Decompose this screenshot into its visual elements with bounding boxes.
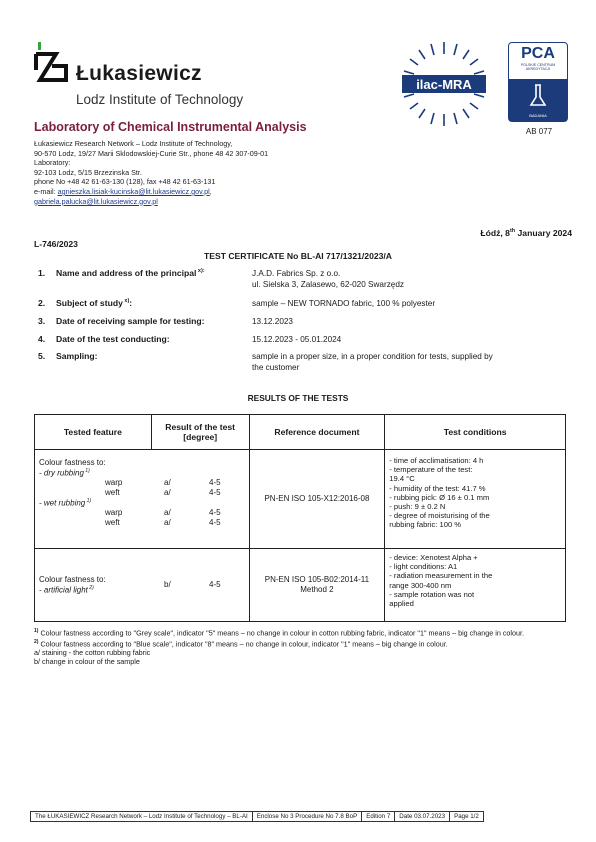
ilac-mra-text: ilac-MRA <box>416 77 472 92</box>
grade-value: 4-5 <box>209 518 221 527</box>
item-label-text: Name and address of the principal <box>56 268 197 278</box>
grade-value: 4-5 <box>209 580 221 589</box>
footer-date: Date 03.07.2023 <box>395 812 450 821</box>
item-label-suffix: : <box>129 298 133 308</box>
address-line: Łukasiewicz Research Network – Lodz Institute of Technology, <box>34 139 233 148</box>
footnote-1 <box>34 627 566 638</box>
logo-subtitle: Lodz Institute of Technology <box>76 92 244 107</box>
grade-prefix: a/ <box>164 508 171 517</box>
results-title: RESULTS OF THE TESTS <box>247 393 349 403</box>
table-row <box>35 450 566 549</box>
warp-label: warp <box>105 478 123 487</box>
footnote-2 <box>34 638 566 649</box>
dry-rubbing-text: - dry rubbing <box>39 468 84 478</box>
test-tube-icon <box>528 83 548 109</box>
footnote-text: Colour fastness according to "Blue scale", indicator "8" means – no change in colour, indicator "1" means – big change in colour. <box>38 638 448 648</box>
condition-line: - device: Xenotest Alpha + <box>389 553 478 562</box>
results-table <box>34 414 566 622</box>
place-date <box>480 228 572 238</box>
email-link-1[interactable]: agnieszka.lisiak-kucinska@lit.lukasiewicz.gov.pl <box>57 186 210 196</box>
item-number: 3. <box>38 316 46 326</box>
pca-badania: BADANIA <box>529 113 547 118</box>
item-value: 15.12.2023 - 05.01.2024 <box>252 335 342 344</box>
column-header: Tested feature <box>35 415 152 450</box>
pca-small-2: AKREDYTACJI <box>525 67 551 71</box>
footnote-mark: 1) <box>34 628 39 634</box>
item-label: Sampling: <box>56 351 98 361</box>
conditions-cell <box>385 450 566 549</box>
light-feature-cell <box>35 549 250 622</box>
address-line: 90-570 Lodz, 19/27 Marii Sklodowskiej-Curie Str., phone 48 42 307-09-01 <box>34 148 269 158</box>
condition-line: - temperature of the test: <box>389 465 473 475</box>
email-link-2[interactable]: gabriela.palucka@lit.lukasiewicz.gov.pl <box>34 196 158 206</box>
email-separator: , <box>209 186 212 196</box>
artificial-light-text: - artificial light <box>39 585 88 595</box>
footnotes <box>34 627 566 667</box>
item-value-line: the customer <box>252 363 300 372</box>
item-value <box>252 268 404 290</box>
reference-doc-cell: PN-EN ISO 105-X12:2016-08 <box>249 450 385 549</box>
item-value-line: ul. Sielska 3, Zalasewo, 62-020 Swarzędz <box>252 280 405 289</box>
grade-value: 4-5 <box>209 478 221 487</box>
wet-rubbing-text: - wet rubbing <box>39 498 86 508</box>
item-number: 2. <box>38 298 46 308</box>
feature-title: Colour fastness to: <box>39 458 106 467</box>
grade-value: 4-5 <box>209 488 221 497</box>
footer-edition: Edition 7 <box>362 812 395 821</box>
item-number: 4. <box>38 334 46 344</box>
pca-badge-bottom <box>509 79 567 121</box>
dry-rubbing-label <box>39 468 90 478</box>
item-value <box>252 351 493 373</box>
item-label <box>56 268 205 278</box>
condition-line: - push: 9 ± 0.2 N <box>389 502 446 512</box>
rubbing-feature-cell <box>35 450 250 549</box>
item-value-line: J.A.D. Fabrics Sp. z o.o. <box>252 269 341 278</box>
condition-line: - degree of moisturising of the <box>389 511 490 521</box>
date-main: Łódź, 8 <box>480 228 510 238</box>
condition-line: - light conditions: A1 <box>389 562 458 572</box>
address-line: phone No +48 42 61-63-130 (128), fax +48 42 61-63-131 <box>34 177 216 187</box>
column-header: Result of the test [degree] <box>151 415 249 450</box>
address-block <box>34 139 268 206</box>
grade-prefix: a/ <box>164 478 171 487</box>
item-label <box>56 298 132 308</box>
condition-line: applied <box>389 599 414 609</box>
note-b: b/ change in colour of the sample <box>34 657 140 667</box>
footnote-mark: 2) <box>34 638 39 645</box>
grade-prefix: a/ <box>164 518 171 527</box>
address-line: 92-103 Lodz, 5/15 Brzezinska Str. <box>34 167 142 177</box>
condition-line: - radiation measurement in the <box>389 571 493 581</box>
email-prefix: e-mail: <box>34 186 58 196</box>
feature-title: Colour fastness to: <box>39 575 106 584</box>
date-rest: January 2024 <box>515 228 572 238</box>
item-label: Date of receiving sample for testing: <box>56 316 205 326</box>
item-label-sup: x) <box>122 298 130 305</box>
weft-label: weft <box>105 488 120 497</box>
table-header-row <box>35 415 566 450</box>
reference-doc-cell <box>249 549 385 622</box>
item-value: 13.12.2023 <box>252 317 293 326</box>
warp-label: warp <box>105 508 123 517</box>
condition-line: - rubbing pick: Ø 16 ± 0.1 mm <box>389 492 490 502</box>
wet-rubbing-label <box>39 498 91 508</box>
item-number: 5. <box>38 351 46 361</box>
ilac-mra-seal-icon <box>398 38 490 130</box>
column-header: Reference document <box>249 415 385 450</box>
address-line: Laboratory: <box>34 158 71 168</box>
dry-rubbing-sup: 1) <box>83 468 90 474</box>
footnote-text: Colour fastness according to "Grey scale", indicator "5" means – no change in colour in cotton rubbing fabric, indicator "1" means – big change in colour. <box>38 628 525 638</box>
item-number: 1. <box>38 268 46 278</box>
condition-line: range 300-400 nm <box>389 580 452 590</box>
footer-procedure: Enclose No 3 Procedure No 7.8 BoP <box>253 812 362 821</box>
table-row <box>35 549 566 622</box>
grade-prefix: b/ <box>164 580 171 589</box>
weft-label: weft <box>105 518 120 527</box>
item-label-sup: x): <box>196 268 205 275</box>
condition-line: - time of acclimatisation: 4 h <box>389 456 484 465</box>
date-sup: th <box>509 228 516 235</box>
artificial-light-sup: 2) <box>87 585 94 591</box>
note-a: a/ staining - the cotton rubbing fabric <box>34 648 151 658</box>
grade-value: 4-5 <box>209 508 221 517</box>
logo-name: Łukasiewicz <box>76 62 202 85</box>
accreditation-number: AB 077 <box>525 127 553 136</box>
column-header: Test conditions <box>385 415 566 450</box>
certificate-title: TEST CERTIFICATE No BL-AI 717/1321/2023/A <box>204 251 392 261</box>
condition-line: rubbing fabric: 100 % <box>389 520 462 530</box>
pca-letters: PCA <box>521 45 555 62</box>
grade-prefix: a/ <box>164 488 171 497</box>
item-label-text: Subject of study <box>56 298 123 308</box>
laboratory-title: Laboratory of Chemical Instrumental Analysis <box>34 120 307 134</box>
footer-page: Page 1/2 <box>454 813 479 820</box>
reference-number: L-746/2023 <box>34 239 78 249</box>
reference-line: PN-EN ISO 105-B02:2014-11 <box>264 575 370 584</box>
artificial-light-label <box>39 585 94 595</box>
item-value: sample – NEW TORNADO fabric, 100 % polyester <box>252 299 436 308</box>
condition-line: - humidity of the test: 41.7 % <box>389 483 486 493</box>
condition-line: - sample rotation was not <box>389 589 475 599</box>
page-footer <box>30 811 484 822</box>
wet-rubbing-sup: 1) <box>85 498 92 504</box>
reference-line: Method 2 <box>300 585 334 594</box>
item-value-line: sample in a proper size, in a proper condition for tests, supplied by <box>252 352 493 361</box>
footer-institution: The ŁUKASIEWICZ Research Network – Lodz Institute of Technology – BL-AI <box>31 812 253 821</box>
pca-small-1: POLSKIE CENTRUM <box>520 63 556 67</box>
pca-badge <box>508 42 568 122</box>
lukasiewicz-logo-icon <box>30 40 74 88</box>
item-label: Date of the test conducting: <box>56 334 170 344</box>
conditions-cell <box>385 549 566 622</box>
condition-line: 19.4 °C <box>389 474 415 484</box>
